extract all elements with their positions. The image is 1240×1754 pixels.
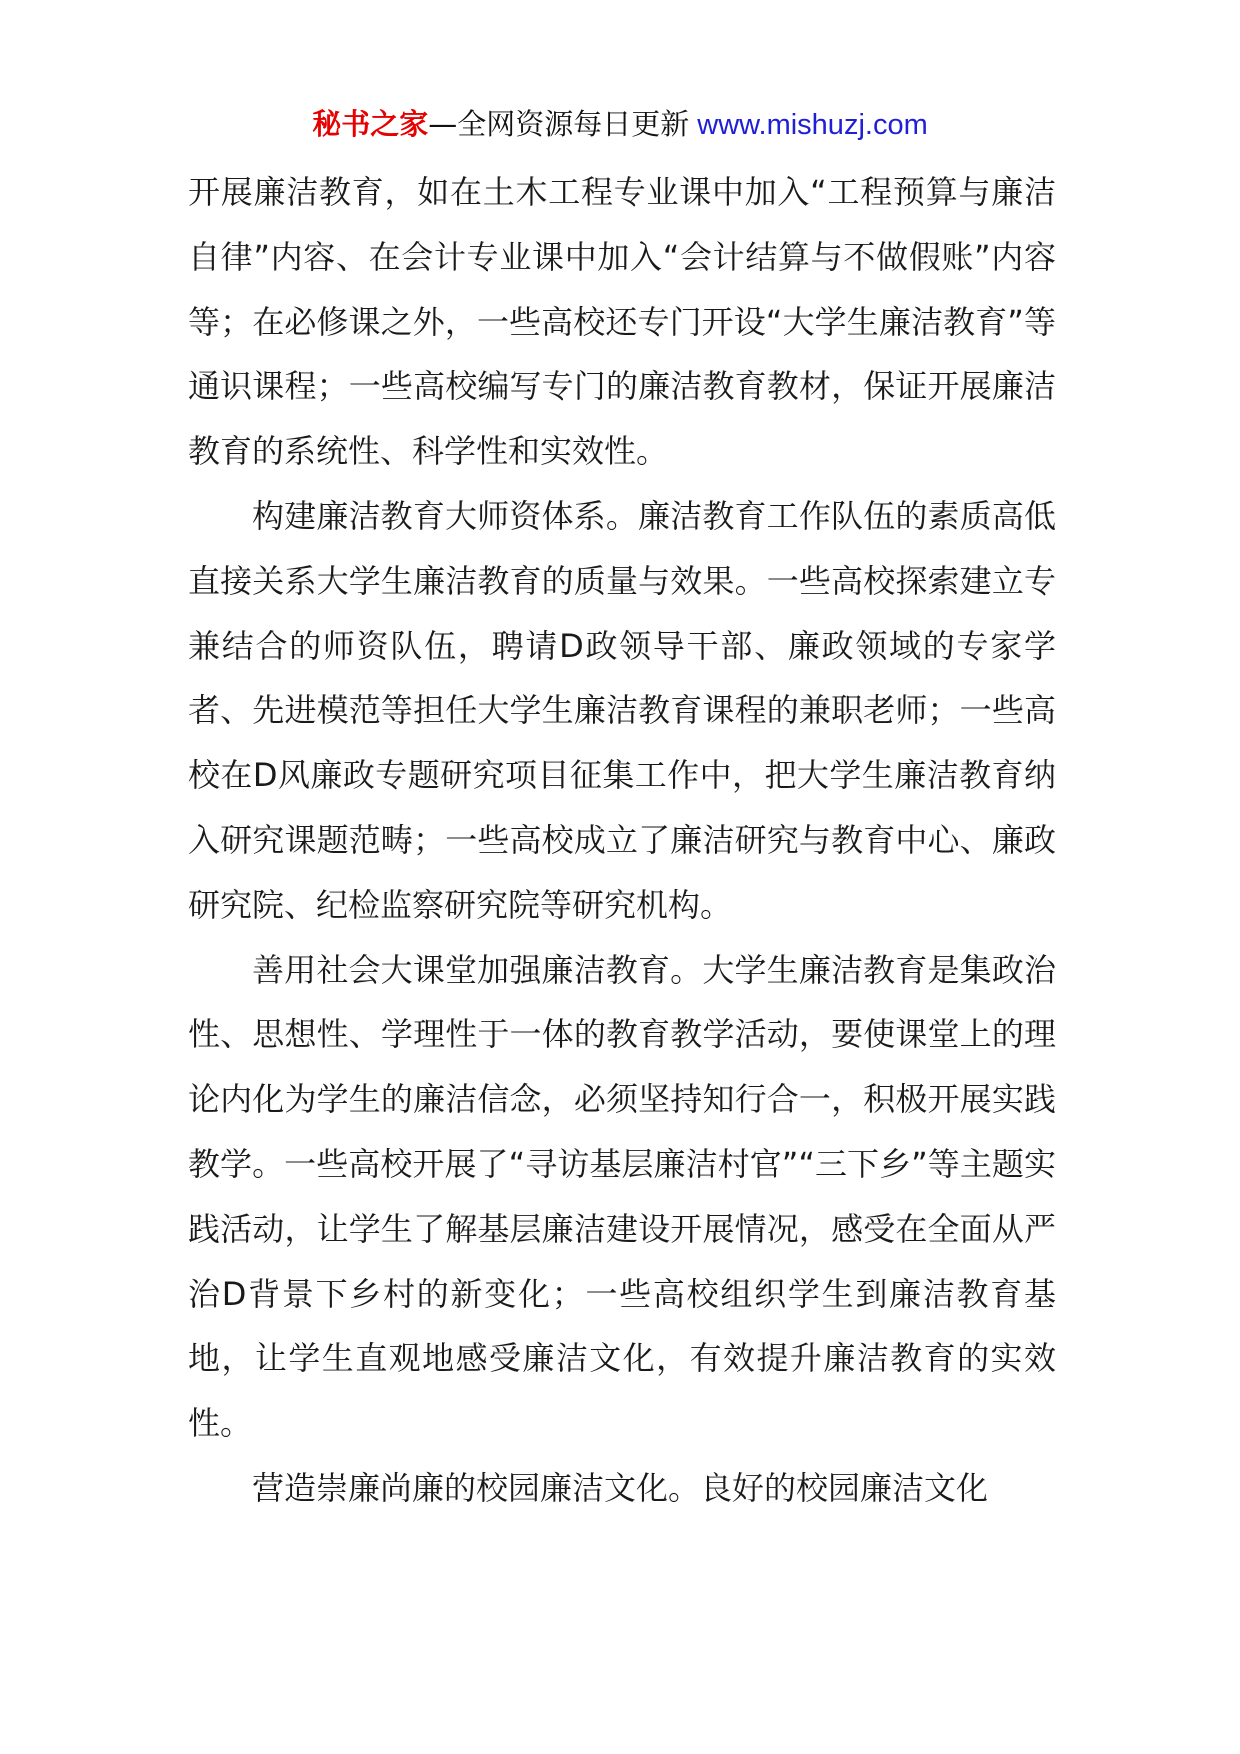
paragraph-social-classroom: 善用社会大课堂加强廉洁教育。大学生廉洁教育是集政治性、思想性、学理性于一体的教育教学活动，要使课堂上的理论内化为学生的廉洁信念，必须坚持知行合一，积极开展实践教学。一些高校开展了“寻访基层廉洁村官”“三下乡”等主题实践活动，让学生了解基层廉洁建设开展情况，感受在全面从严治D背景下乡村的新变化；一些高校组织学生到廉洁教育基地，让学生直观地感受廉洁文化，有效提升廉洁教育的实效性。	[188, 950, 1056, 1443]
brand-name: 秘书之家	[312, 107, 429, 141]
paragraph-campus-culture: 营造崇廉尚廉的校园廉洁文化。良好的校园廉洁文化	[252, 1468, 989, 1507]
paragraph-teacher-system: 构建廉洁教育大师资体系。廉洁教育工作队伍的素质高低直接关系大学生廉洁教育的质量与效果。一些高校探索建立专兼结合的师资队伍，聘请D政领导干部、廉政领域的专家学者、先进模范等担任大学生廉洁教育课程的兼职老师；一些高校在D风廉政专题研究项目征集工作中，把大学生廉洁教育纳入研究课题范畴；一些高校成立了廉洁研究与教育中心、廉政研究院、纪检监察研究院等研究机构。	[188, 496, 1056, 924]
document-body	[188, 160, 1056, 1521]
header-slogan: —全网资源每日更新	[428, 107, 690, 141]
site-url-link[interactable]: www.mishuzj.com	[697, 109, 928, 141]
paragraph-continuation: 开展廉洁教育，如在土木工程专业课中加入“工程预算与廉洁自律”内容、在会计专业课中加入“会计结算与不做假账”内容等；在必修课之外，一些高校还专门开设“大学生廉洁教育”等通识课程；一些高校编写专门的廉洁教育教材，保证开展廉洁教育的系统性、科学性和实效性。	[188, 173, 1056, 471]
page-header	[0, 104, 1240, 145]
